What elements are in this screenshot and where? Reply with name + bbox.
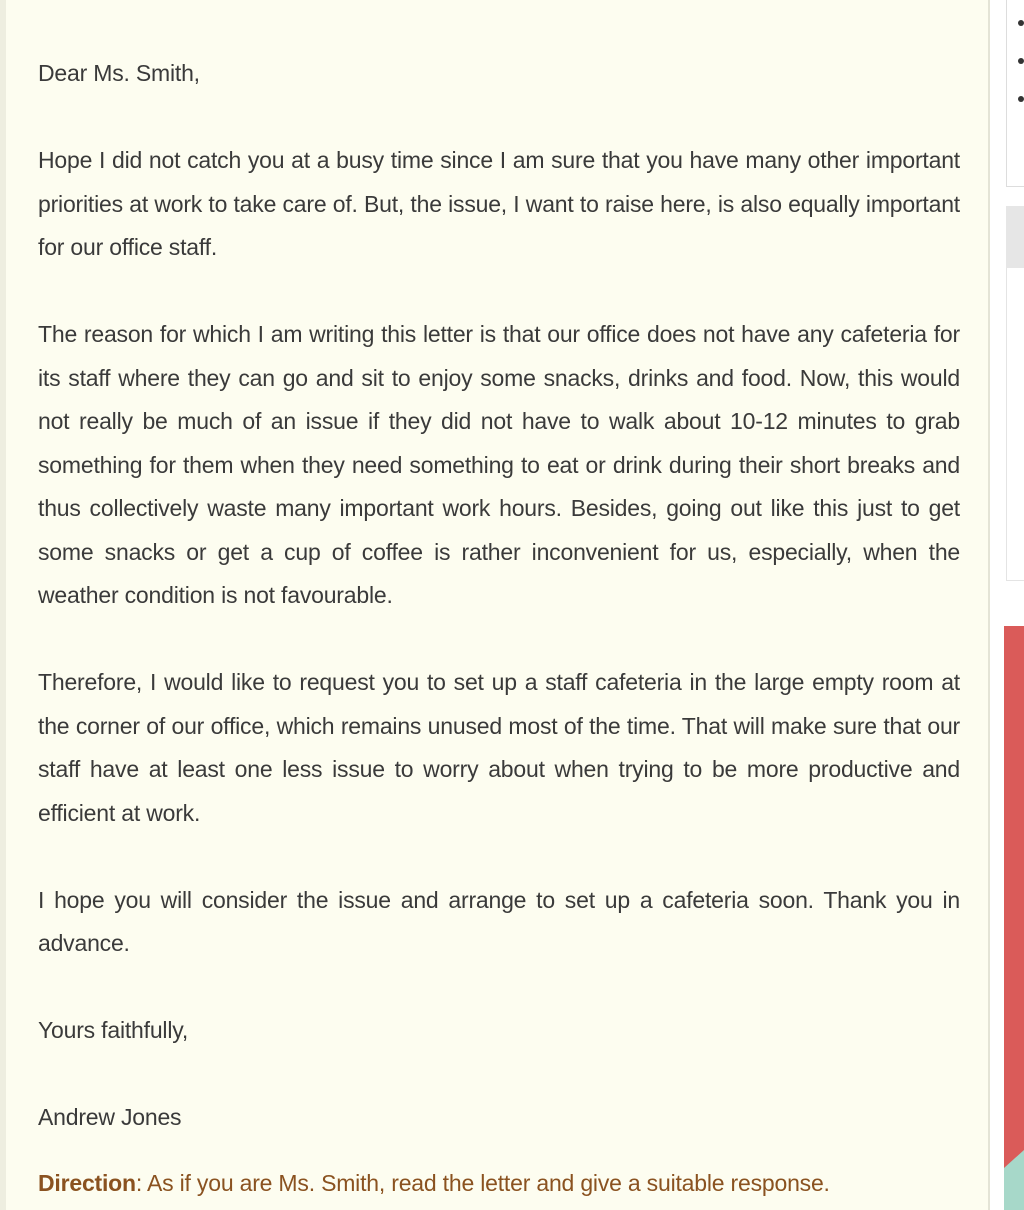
letter-closing: Yours faithfully, [38,1017,189,1043]
sidebar-red-banner[interactable] [1004,626,1024,1210]
sidebar-bullet-icon [1018,96,1024,102]
direction-text: : As if you are Ms. Smith, read the letter and give a suitable response. [135,1170,830,1196]
letter-paragraph-1: Hope I did not catch you at a busy time since I am sure that you have many other important priorities at work to take care of. But, the issue, I want to raise here, is also equally important for our office staff. [38,147,960,260]
sidebar-grey-header [1006,206,1024,268]
sidebar-bullet-icon [1018,20,1024,26]
sidebar-list-box [1006,0,1024,187]
sidebar-bullet-icon [1018,58,1024,64]
letter-paragraph-2: The reason for which I am writing this letter is that our office does not have any cafeteria for its staff where they can go and sit to enjoy some snacks, drinks and food. Now, this would not really be much of an issue if they did not have to walk about 10-12 minutes to grab something for them when they need something to eat or drink during their short breaks and thus collectively waste many important work hours. Besides, going out like this just to get some snacks or get a cup of coffee is rather inconvenient for us, especially, when the weather condition is not favourable. [38,321,960,608]
letter-salutation: Dear Ms. Smith, [38,60,200,86]
letter-signature: Andrew Jones [38,1104,182,1130]
direction-note [38,1162,968,1205]
letter-paragraph-4: I hope you will consider the issue and arrange to set up a cafeteria soon. Thank you in advance. [38,886,960,956]
sidebar-widget-box [1006,268,1024,581]
letter-paragraph-3: Therefore, I would like to request you to set up a staff cafeteria in the large empty room at the corner of our office, which remains unused most of the time. That will make sure that our staff have at least one less issue to worry about when trying to be more productive and efficient at work. [38,669,960,826]
letter-body [38,52,960,1183]
direction-label: Direction [38,1170,136,1196]
